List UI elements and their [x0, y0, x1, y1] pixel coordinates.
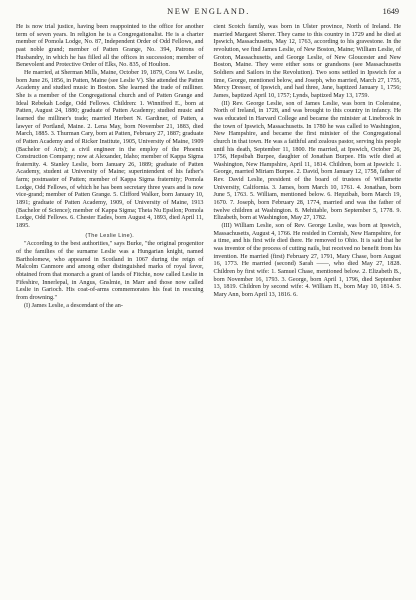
right-column	[214, 24, 402, 310]
section-heading: (The Leslie Line).	[85, 232, 135, 239]
paragraph: cient Scotch family, was born in Ulster province, North of Ireland. He married Margaret Sherer. They came to this country in 1729 and he died at Ipswich, Massachusetts, May 12, 1763, according to his gravestone. In the revolution, we find James Leslie, of New Boston, Maine; William Leslie, of Groton, Massachusetts, and George Leslie, of New Gloucester and New Boston, Maine. They were either sons or grandsons (see Massachusetts Soldiers and Sailors in the Revolution). Two sons settled in Ipswich for a time, George, mentioned below, and Joseph, who married, March 27, 1755, Mercy Dresser, of Ipswich, and had three, Jane, baptized January 1, 1756; James, baptized April 10, 1757; Lynds, baptized May 13, 1759.	[213, 24, 401, 99]
running-head: NEW ENGLAND.	[167, 7, 250, 16]
page-number: 1649	[382, 7, 399, 16]
paragraph: He is now trial justice, having been reappointed to the office for another term of seven years. In religion he is a Congregationalist. He is a charter member of Pomola Lodge, No. 87, Independent Order of Odd Fellows, and past noble grand; member of Patten Grange, No. 394, Patrons of Husbandry, in which he has filled all the offices in succession; member of Benevolent and Protective Order of Elks, No. 835, of Houlton.	[16, 24, 204, 69]
paragraph: (II) Rev. George Leslie, son of James Leslie, was born in Coleraine, North of Ireland, in 1728, and was brought to this country in infancy. He was educated in Harvard College and became the minister at Linebrook in the town of Ipswich, Massachusetts. In 1780 he was called to Washington, New Hampshire, and became the first minister of the Congregational church in that town. He was a faithful and zealous pastor, serving his people until his death, September 11, 1800. He married, at Ipswich, October 26, 1756, Hepsibah Burpee, daughter of Jonathan Burpee. His wife died at Washington, New Hampshire, April 11, 1814. Children, born at Ipswich: 1. George, married Miriam Burpee. 2. David, born January 12, 1758, father of Rev. David Leslie, president of the board of trustees of Willamette University, California. 3. James, born March 10, 1761. 4. Jonathan, born June 5, 1763. 5. William, mentioned below. 6. Hepzibah, born March 19, 1670. 7. Joseph, born February 28, 1774, married and was the father of twelve children at Washington. 8. Mehitable, born September 5, 1778. 9. Elizabeth, born at Washington, May 27, 1782.	[213, 100, 401, 222]
page-header	[16, 0, 401, 24]
paragraph: (III) William Leslie, son of Rev. George Leslie, was born at Ipswich, Massachusetts, August 4, 1766. He resided in Cornish, New Hampshire, for a time, and his first wife died there. He removed to Ohio. It is said that he was inventor of the process of cutting nails, but received no benefit from his invention. He married (first) February 27, 1791, Mary Chase, born August 16, 1773. He married (second) Sarah ——, who died May 27, 1828. Children by first wife: 1. Samuel Chase, mentioned below. 2. Elizabeth B., born November 16, 1793. 3. George, born April 1, 1796, died September 13, 1819. Children by second wife: 4. William H., born May 10, 1814. 5. Mary Ann, born April 13, 1816. 6.	[213, 223, 401, 298]
paragraph: (I) James Leslie, a descendant of the an-	[24, 302, 123, 309]
text-columns	[16, 24, 401, 310]
paragraph: He married, at Sherman Mills, Maine, October 19, 1879, Cora W. Leslie, born June 26, 1856, in Patten, Maine (see Leslie V). She attended the Patten Academy and studied music in Boston. She learned the trade of milliner. She is a member of the Congregational church and of Patten Grange and Ideal Rebekah Lodge, Odd Fellows. Children: 1. Winnifred E., born at Patten, August 24, 1880; graduate of Patten Academy; studied music and learned the milliner's trade; married Herbert N. Gardiner, of Patten, a lawyer of Portland, Maine. 2. Lena May, born November 21, 1883, died March, 1885. 3. Thurman Cary, born at Patten, February 27, 1887; graduate of Patten Academy and of Ricker Institute, 1905, University of Maine, 1909 (Bachelor of Arts); a civil engineer in the employ of the Phoenix Construction Company; now at Alexander, Idaho; member of Kappa Sigma fraternity. 4. Stanley Leslie, born January 26, 1889; graduate of Patten Academy, student at University of Maine; superintendent of his father's farm; postmaster of Patten; member of Kappa Sigma fraternity; Pomola Lodge, Odd Fellows, of which he has been secretary three years and is now vice-grand; member of Patten Grange. 5. Clifford Walker, born January 10, 1891; graduate of Patten Academy, 1909, of University of Maine, 1913 (Bachelor of Science); member of Kappa Sigma; Theta Nu Epsilon; Pomola Lodge, Odd Fellows. 6. Chester Eades, born August 4, 1893, died April 11, 1895.	[16, 69, 204, 230]
paragraph: "According to the best authorities," says Burke, "the original progenitor of the families of the surname Leslie was a Hungarian knight, named Bartholomew, who appeared in Scotland in 1067 during the reign of Malcolm Canmore and among other distinguished marks of royal favor, obtained from that monarch a grant of lands of Fitchie, now called Leslie in Fifeshire, Innerlepal, in Angus, Gnslmie, in Marr and those now called Leslie in Garioch. His coat-of-arms commemorates his feat in rescuing from drowning."	[16, 241, 204, 301]
left-column	[16, 24, 204, 310]
